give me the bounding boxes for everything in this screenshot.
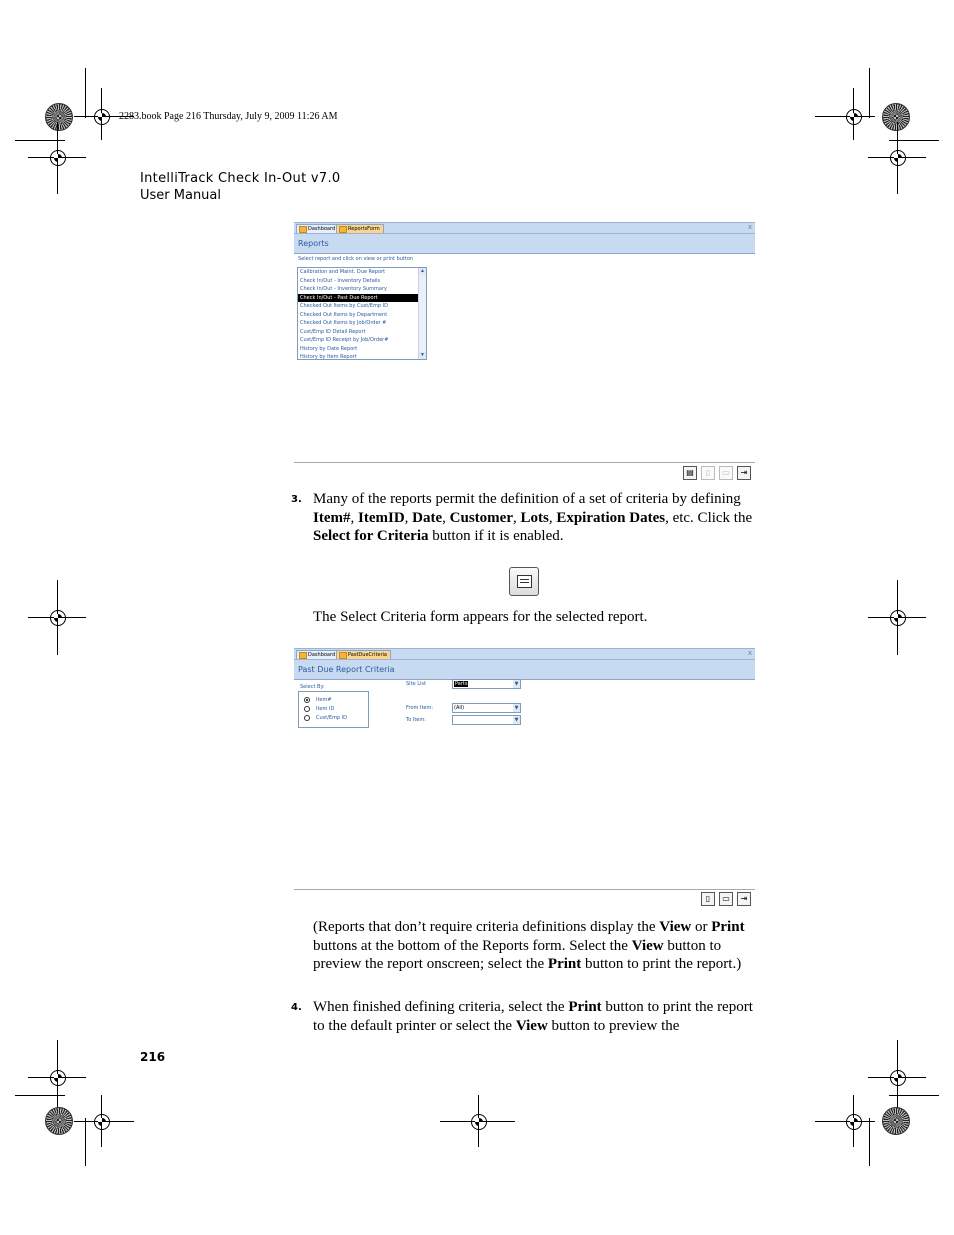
report-list-item[interactable]: Checked Out Items by Job/Order # — [300, 320, 387, 326]
report-list — [298, 268, 426, 360]
report-list-item[interactable]: Cust/Emp ID Receipt by Job/Order# — [300, 337, 389, 343]
registration-target-icon — [94, 109, 110, 125]
print-button[interactable]: ▭ — [719, 892, 733, 906]
option-label: Item# — [316, 697, 332, 703]
form-icon — [299, 652, 307, 659]
page-number: 216 — [140, 1050, 166, 1064]
select-for-criteria-button[interactable] — [509, 567, 539, 596]
tab-dashboard[interactable]: Dashboard — [296, 650, 339, 659]
report-listbox[interactable] — [297, 267, 427, 360]
chevron-down-icon[interactable]: ▼ — [514, 717, 519, 723]
report-list-item[interactable]: Check In/Out - Past Due Report — [298, 294, 426, 303]
registration-target-icon — [471, 1114, 487, 1130]
instruction-text: Select report and click on view or print button — [298, 256, 414, 262]
crop-rosette-icon — [882, 103, 910, 131]
crop-rosette-icon — [45, 1107, 73, 1135]
scrollbar[interactable] — [418, 268, 426, 359]
report-list-item[interactable]: Checked Out Items by Cust/Emp ID — [300, 303, 389, 309]
crop-rosette-icon — [45, 103, 73, 131]
step-number: 4. — [291, 1002, 302, 1013]
from-item-dropdown[interactable] — [452, 703, 521, 713]
report-list-item[interactable]: History by Date Report — [300, 345, 358, 352]
radio-cust-emp-id[interactable] — [304, 715, 310, 721]
site-list-dropdown[interactable] — [452, 679, 521, 689]
criteria-intro: The Select Criteria form appears for the selected report. — [313, 609, 648, 625]
crop-line — [85, 1118, 86, 1166]
form-icon — [299, 226, 307, 233]
print-button[interactable]: ▭ — [719, 466, 733, 480]
select-by-label: Select By: — [300, 684, 325, 690]
option-label: Item ID — [316, 706, 335, 712]
form-title: Past Due Report Criteria — [294, 660, 755, 680]
report-list-item[interactable]: Cust/Emp ID Detail Report — [300, 328, 366, 335]
crop-line — [815, 116, 875, 117]
document-tabs — [294, 223, 755, 234]
report-list-item[interactable]: Check In/Out - Inventory Details — [300, 277, 381, 284]
registration-target-icon — [890, 150, 906, 166]
report-list-item[interactable]: Checked Out Items by Department — [300, 311, 388, 318]
registration-target-icon — [846, 1114, 862, 1130]
form-title: Reports — [294, 234, 755, 254]
crop-line — [869, 1118, 870, 1166]
scroll-up-icon[interactable]: ▲ — [420, 269, 425, 274]
from-item-label: From Item: — [406, 705, 434, 711]
radio-item-id[interactable] — [304, 706, 310, 712]
option-label: Cust/Emp ID — [316, 715, 348, 721]
crop-line — [889, 1095, 939, 1096]
exit-button[interactable]: ⇥ — [737, 892, 751, 906]
exit-button[interactable]: ⇥ — [737, 466, 751, 480]
to-item-label: To Item: — [406, 717, 426, 723]
print-info-line: 2283.book Page 216 Thursday, July 9, 2009 11:26 AM — [119, 111, 338, 122]
crop-line — [85, 68, 86, 118]
tab-dashboard[interactable]: Dashboard — [296, 224, 339, 233]
close-icon[interactable]: x — [747, 223, 752, 231]
select-criteria-button[interactable]: ▤ — [683, 466, 697, 480]
registration-target-icon — [50, 1070, 66, 1086]
crop-line — [869, 68, 870, 118]
select-by-group — [298, 691, 369, 728]
running-title: IntelliTrack Check In-Out v7.0 — [140, 171, 341, 186]
to-item-dropdown[interactable] — [452, 715, 521, 725]
form-icon — [339, 226, 347, 233]
site-list-label: Site List — [406, 681, 426, 687]
registration-target-icon — [94, 1114, 110, 1130]
note-paragraph: (Reports that don’t require criteria definitions display the View or Print buttons at the bottom of the Reports form. Select the View button to preview the report onscreen; select the Print button to print the report.) — [313, 919, 745, 972]
crop-line — [815, 1121, 875, 1122]
reports-form-screenshot — [294, 222, 755, 481]
view-button[interactable]: ▯ — [701, 466, 715, 480]
tab-past-due-criteria[interactable]: PastDueCriteria — [336, 650, 391, 659]
crop-rosette-icon — [882, 1107, 910, 1135]
from-item-value: (All) — [454, 705, 465, 711]
registration-target-icon — [846, 109, 862, 125]
criteria-form-screenshot — [294, 648, 755, 908]
running-subtitle: User Manual — [140, 188, 222, 203]
report-list-item[interactable]: Calibration and Maint. Due Report — [300, 269, 386, 275]
chevron-down-icon[interactable]: ▼ — [514, 705, 519, 711]
step3-paragraph: Many of the reports permit the definition of a set of criteria by defining Item#, ItemID, Date, Customer, Lots, Expiration Dates, etc. Click the Select for Criteria button if it is enabled. — [313, 491, 753, 544]
criteria-icon — [517, 575, 532, 588]
document-tabs — [294, 649, 755, 660]
divider — [294, 462, 755, 463]
radio-item-number[interactable] — [304, 697, 310, 703]
registration-target-icon — [890, 1070, 906, 1086]
scroll-down-icon[interactable]: ▼ — [420, 353, 425, 358]
step-number: 3. — [291, 494, 302, 505]
tab-reports-form[interactable]: ReportsForm — [336, 224, 384, 233]
chevron-down-icon[interactable]: ▼ — [514, 681, 519, 687]
registration-target-icon — [50, 610, 66, 626]
form-icon — [339, 652, 347, 659]
registration-target-icon — [890, 610, 906, 626]
report-list-item[interactable]: History by Item Report — [300, 354, 357, 360]
site-list-value: Parts — [455, 681, 468, 687]
step4-paragraph: When finished defining criteria, select the Print button to print the report to the default printer or select the View button to preview the — [313, 999, 753, 1034]
close-icon[interactable]: x — [747, 649, 752, 657]
divider — [294, 889, 755, 890]
registration-target-icon — [50, 150, 66, 166]
report-list-item[interactable]: Check In/Out - Inventory Summary — [300, 286, 387, 292]
crop-line — [15, 1095, 65, 1096]
view-button[interactable]: ▯ — [701, 892, 715, 906]
